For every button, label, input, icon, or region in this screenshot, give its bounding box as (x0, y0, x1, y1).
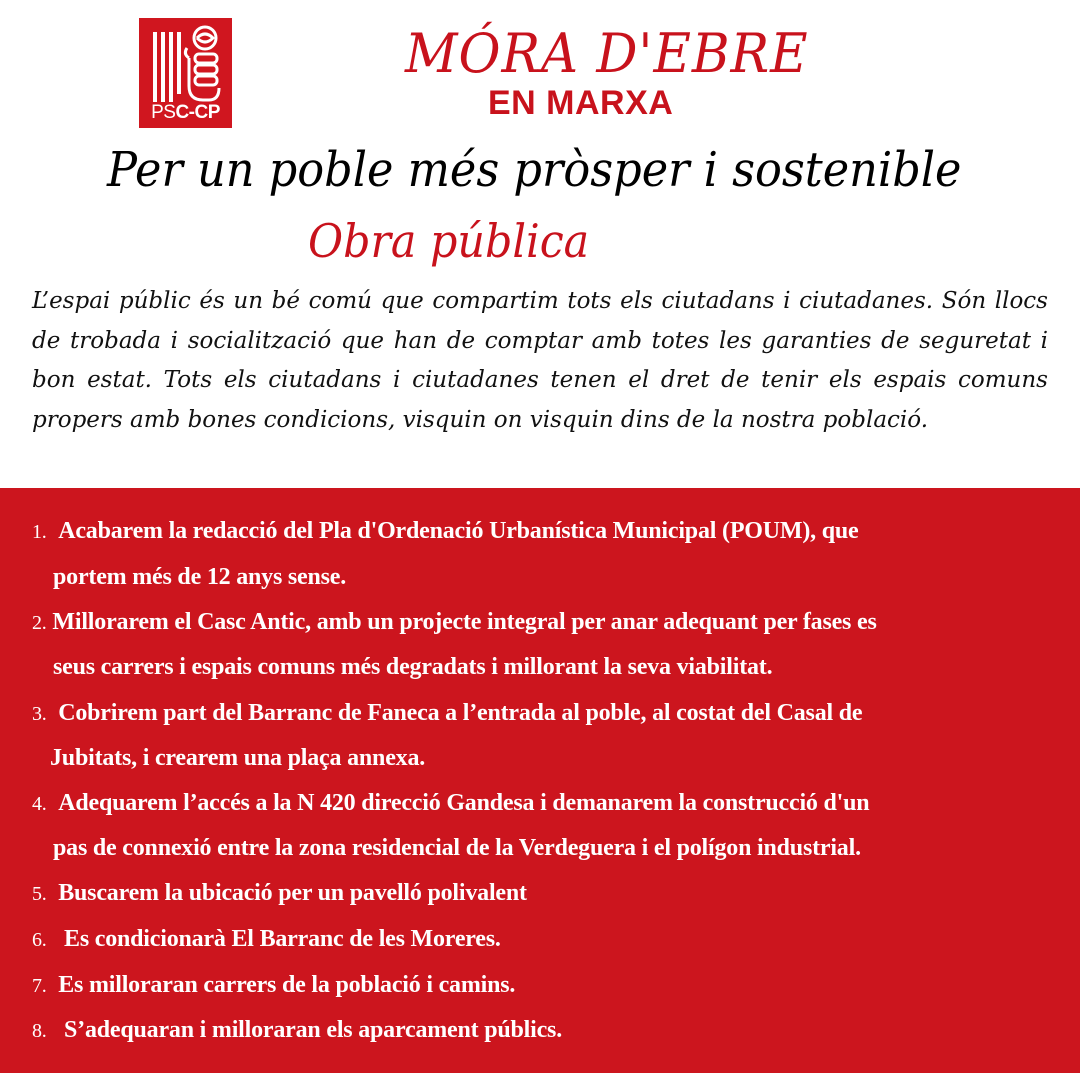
intro-paragraph: L’espai públic és un bé comú que compartim tots els ciutadans i ciutadanes. Són llocs de trobada i socialització que han de comptar amb totes les garanties de seguretat i bon estat. Tots els ciutadans i ciutadanes tenen el dret de tenir els espais comuns propers amb bones condicions, visquin on visquin dins de la nostra població. (32, 288, 1048, 433)
slogan: Per un poble més pròsper i sostenible (107, 142, 962, 198)
proposals-panel (0, 488, 1080, 1073)
logo-text: PSC-CP (151, 102, 220, 123)
section-title: Obra pública (308, 214, 590, 268)
campaign-subtitle: EN MARXA (488, 84, 674, 122)
list-item-7: 7. Es milloraran carrers de la població i camins. (32, 972, 516, 998)
list-item-5: 5. Buscarem la ubicació per un pavelló polivalent (32, 880, 527, 906)
list-item-6: 6. Es condicionarà El Barranc de les Moreres. (32, 926, 501, 952)
list-item-4: 4. Adequarem l’accés a la N 420 direcció Gandesa i demanarem la construcció d'un (32, 790, 870, 816)
list-item-3-cont: Jubitats, i crearem una plaça annexa. (50, 745, 426, 771)
list-item-1: 1. Acabarem la redacció del Pla d'Ordenació Urbanística Municipal (POUM), que (32, 518, 859, 544)
list-item-8: 8. S’adequaran i milloraran els aparcament públics. (32, 1017, 563, 1043)
list-item-4-cont: pas de connexió entre la zona residencial de la Verdeguera i el polígon industrial. (53, 835, 861, 861)
list-item-1-cont: portem més de 12 anys sense. (53, 564, 347, 590)
list-item-2-cont: seus carrers i espais comuns més degradats i millorant la seva viabilitat. (53, 654, 773, 680)
list-item-3: 3. Cobrirem part del Barranc de Faneca a l’entrada al poble, al costat del Casal de (32, 700, 863, 726)
town-title: MÓRA D'EBRE (405, 22, 809, 85)
list-item-2: 2. Millorarem el Casc Antic, amb un projecte integral per anar adequant per fases es (32, 609, 877, 635)
psc-logo (139, 18, 232, 128)
